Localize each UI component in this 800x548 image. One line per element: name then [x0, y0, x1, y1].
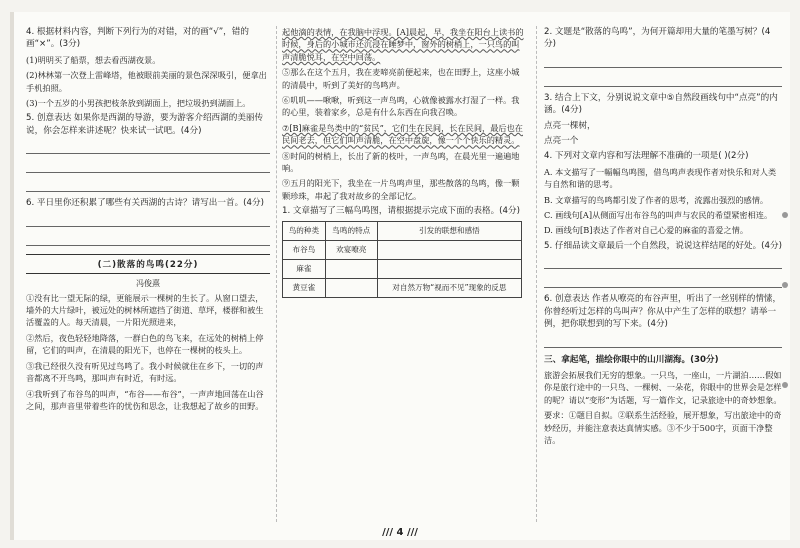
- answer-line[interactable]: [26, 213, 270, 227]
- page-number-value: 4: [396, 527, 404, 538]
- binding-strip: [10, 12, 14, 540]
- section-3-text: 旅游会拓展我们无穷的想象。一只鸟，一座山，一片湖泊……假如你是旅行途中的一只鸟、一棵树、一朵花，你眼中的世界会是怎样的呢？请以“变形”为话题，写一篇作文，记录旅途中的奇妙想象。: [544, 369, 782, 405]
- paragraph-4: ④我听到了布谷鸟的叫声，“布谷——布谷”，一声声地回荡在山谷之间，那声音里带着些许的忧伤和思念，让我想起了故乡的田野。: [26, 388, 264, 411]
- page-number-mark-icon: ///: [382, 527, 397, 538]
- table-row: [283, 259, 522, 278]
- paragraph-6: ⑥叽叽——啾啾，听到这一声鸟鸣，心就像被露水打湿了一样。我的心里，装着家乡，总是有什么东西在向我召唤。: [282, 95, 520, 118]
- answer-line[interactable]: [26, 140, 270, 154]
- table-cell-answer[interactable]: [325, 278, 377, 297]
- q4-item-3: (3)一个五岁的小男孩把枝条放到湖面上，把垃圾扔到湖面上。: [26, 98, 251, 109]
- answer-line[interactable]: [544, 54, 782, 68]
- answer-line[interactable]: [26, 159, 270, 173]
- question-1: 1. 文章描写了三幅鸟鸣图，请根据提示完成下面的表格。(4分): [282, 206, 520, 217]
- question-3: 3. 结合上下文，分别说说文章中⑤自然段画线句中“点亮”的内涵。(4分): [544, 92, 778, 116]
- table-cell: 布谷鸟: [283, 240, 326, 259]
- table-cell: 黄豆雀: [283, 278, 326, 297]
- paragraph-5: ⑤那么在这个五月，我在麦啼亮前便起来，也在田野上，这座小城的清晨中，听到了美好的鸟鸣声。: [282, 67, 520, 90]
- section-3-title: 三、拿起笔，描绘你眼中的山川湖海。(30分): [544, 354, 719, 365]
- middle-column: [282, 26, 526, 522]
- margin-dot: [782, 212, 788, 218]
- option-d: D. 画线句[B]表达了作者对自己心爱的麻雀的喜爱之情。: [544, 225, 749, 236]
- paragraph-2: ②然后，夜色轻轻地降落，一群白色的鸟飞来，在远处的树梢上停留，它们的叫声，在清晨的阳光下，也停在一棵树的枝头上。: [26, 332, 264, 356]
- section-3-requirements: 要求：①题目自拟。②联系生活经验，展开想象，写出旅途中的奇妙经历，并能注意表达真情实感。③不少于500字，页面干净整洁。: [544, 410, 782, 445]
- author: 冯俊熹: [136, 278, 160, 288]
- paragraph-7: ⑦[B]麻雀是鸟类中的“贫民”，它们生在民间，长在民间，最后也在民间老去，但它们叫声清脆，在空中盘旋，像一个个快乐的精灵。: [282, 122, 523, 146]
- worksheet-page: [10, 12, 790, 540]
- bird-table: [282, 221, 522, 298]
- question-5: 5. 创意表达 如果你是西湖的导游，要为游客介绍西湖的美丽传说，你会怎样来讲述呢？快来试一试吧。(4分): [26, 113, 264, 136]
- question-4: 4. 下列对文章内容和写法理解不准确的一项是( )(2分): [544, 151, 749, 162]
- q4-item-2: (2)林林第一次登上雷峰塔，他被眼前美丽的景色深深吸引，便拿出手机拍照。: [26, 70, 267, 93]
- question-5: 5. 仔细品读文章最后一个自然段，说说这样结尾的好处。(4分): [544, 240, 782, 251]
- answer-line[interactable]: [544, 255, 782, 269]
- table-row: [283, 240, 522, 259]
- table-header: 引发的联想和感悟: [377, 221, 521, 240]
- table-header-row: [283, 221, 522, 240]
- section-title: (二)散落的鸟鸣(22分): [26, 254, 270, 274]
- question-2: 2. 文题是“散落的鸟鸣”，为何开篇却用大量的笔墨写树？(4分): [544, 27, 771, 50]
- question-4: 4. 根据材料内容，判断下列行为的对错，对的画“√”，错的画“×”。(3分): [26, 27, 249, 50]
- answer-line[interactable]: [26, 178, 270, 192]
- table-cell: 对自然万物“视而不见”现象的反思: [377, 278, 521, 297]
- answer-line[interactable]: [544, 334, 782, 348]
- column-divider: [536, 26, 537, 522]
- table-header: 鸟的种类: [283, 221, 326, 240]
- paragraph-a: 起他滴的表情，在我脑中浮现。[A]晨起，早，我坐在阳台上读书的时候，身后的小城市还沉浸在睡梦中，窗外的树梢上，一只鸟的叫声清脆悦耳，在空中回荡。: [282, 27, 524, 62]
- answer-line[interactable]: [26, 232, 270, 246]
- table-row: [283, 278, 522, 297]
- table-cell-answer[interactable]: [377, 240, 521, 259]
- table-cell-answer[interactable]: [325, 259, 377, 278]
- table-cell: 欢宴嘹亮: [325, 240, 377, 259]
- table-cell: 麻雀: [283, 259, 326, 278]
- paragraph-3: ③我已经很久没有听见过鸟鸣了。我小时候就住在乡下，一切的声音都离不开鸟鸣，那叫声有时近，有时远。: [26, 360, 264, 384]
- paragraph-1: ①没有比一望无际的绿，更能展示一棵树的生长了。从窗口望去，墙外的大片绿叶，被远处的树林所遮挡了街道、草坪，楼群和被生活覆盖的人。每天清晨，一片阳光照进来，: [26, 292, 264, 328]
- option-c: C. 画线句[A]从侧面写出布谷鸟的叫声与农民的希望紧密相连。: [544, 210, 773, 221]
- table-cell-answer[interactable]: [377, 259, 521, 278]
- option-b: B. 文章描写的鸟鸣都引发了作者的思考，流露出强烈的感情。: [544, 194, 769, 205]
- paragraph-9: ⑨五月的阳光下，我坐在一片鸟鸣声里，那些散落的鸟鸣，像一颗颗珍珠，串起了我对故乡的全部记忆。: [282, 178, 520, 201]
- page-number: [10, 527, 790, 538]
- q3-sub-1: 点亮一棵树，: [544, 120, 596, 131]
- left-column: [26, 26, 270, 522]
- margin-dot: [782, 282, 788, 288]
- page-number-mark-icon: ///: [406, 527, 418, 538]
- q4-item-1: (1)明明买了船票，想去看西湖夜景。: [26, 54, 161, 65]
- answer-line[interactable]: [544, 274, 782, 288]
- right-column: [544, 26, 782, 522]
- answer-line[interactable]: [544, 73, 782, 87]
- option-a: A. 本文描写了一幅幅鸟鸣图，借鸟鸣声表现作者对快乐和对人类与自然和谐的思考。: [544, 166, 777, 190]
- margin-dot: [782, 382, 788, 388]
- question-6: 6. 创意表达 作者从嘹亮的布谷声里，听出了一丝别样的情愫，你曾经听过怎样的鸟叫声？你从中产生了怎样的联想？请举一例，把你联想到的写下来。(4分): [544, 294, 782, 330]
- table-header: 鸟鸣的特点: [325, 221, 377, 240]
- paragraph-8: ⑧时间的树梢上，长出了新的枝叶，一声鸟鸣，在晨光里一遍遍地响。: [282, 150, 520, 174]
- column-divider: [276, 26, 277, 522]
- question-6: 6. 平日里你还积累了哪些有关西湖的古诗？请写出一首。(4分): [26, 198, 264, 209]
- q3-sub-2: 点亮一个: [544, 136, 579, 147]
